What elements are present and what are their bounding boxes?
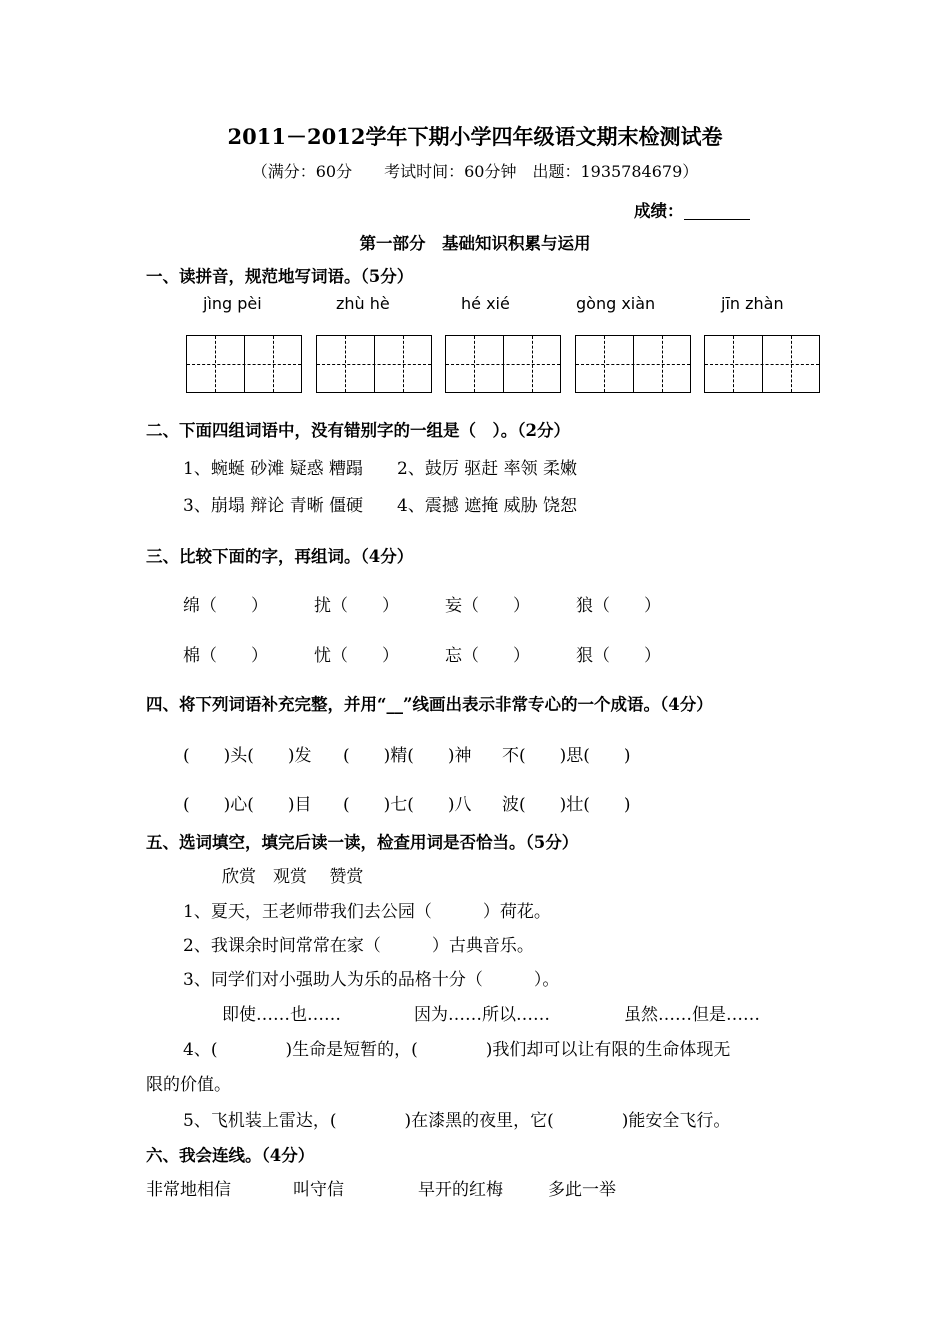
exam-title: 2011－2012学年下期小学四年级语文期末检测试卷	[227, 124, 723, 149]
q3-item: 忧（ ）	[314, 646, 399, 666]
q4-idiom: ( )精( )神	[343, 746, 472, 766]
q6-heading: 六、我会连线。（4分）	[146, 1146, 315, 1165]
q4-idiom: 不( )思( )	[502, 746, 631, 766]
pinyin-2: zhù hè	[336, 294, 390, 313]
score-field	[634, 203, 750, 220]
score-blank	[684, 203, 750, 220]
writing-grid-4[interactable]	[575, 335, 691, 393]
score-label: 成绩：	[634, 201, 684, 221]
q5-heading: 五、选词填空，填完后读一读，检查用词是否恰当。（5分）	[146, 833, 579, 852]
q2-options-line-2: 3、崩塌 辩论 青晰 僵硬 4、震撼 遮掩 威胁 饶恕	[183, 496, 578, 516]
pinyin-5: jīn zhàn	[721, 294, 784, 313]
writing-grid-2[interactable]	[316, 335, 432, 393]
exam-subtitle: （满分：60分 考试时间：60分钟 出题：1935784679）	[251, 162, 699, 181]
writing-grid-1[interactable]	[186, 335, 302, 393]
q5-word-bank-2-item: 虽然……但是……	[624, 1005, 760, 1025]
part-title: 第一部分 基础知识积累与运用	[359, 234, 591, 253]
pinyin-1: jìng pèi	[203, 294, 262, 313]
q5-sentence-1: 1、夏天，王老师带我们去公园（ ）荷花。	[183, 902, 551, 922]
q3-item: 绵（ ）	[183, 596, 268, 616]
q4-idiom: ( )头( )发	[183, 746, 312, 766]
q3-item: 妄（ ）	[445, 596, 530, 616]
q5-word-bank-2-item: 即使……也……	[222, 1005, 341, 1025]
q6-item[interactable]: 早开的红梅	[418, 1180, 503, 1200]
q3-heading: 三、比较下面的字，再组词。（4分）	[146, 547, 414, 566]
q4-heading: 四、将下列词语补充完整，并用“__”线画出表示非常专心的一个成语。（4分）	[146, 695, 713, 714]
q1-heading: 一、读拼音，规范地写词语。（5分）	[146, 267, 414, 286]
q6-item[interactable]: 多此一举	[548, 1180, 616, 1200]
q5-sentence-5: 5、飞机装上雷达，( )在漆黑的夜里，它( )能安全飞行。	[183, 1111, 731, 1131]
q2-options-line-1: 1、蜿蜒 砂滩 疑惑 糟蹋 2、鼓厉 驱赶 率领 柔嫩	[183, 459, 578, 479]
writing-grid-5[interactable]	[704, 335, 820, 393]
q5-sentence-4-cont: 限的价值。	[146, 1075, 231, 1095]
q5-sentence-2: 2、我课余时间常常在家（ ）古典音乐。	[183, 936, 534, 956]
q4-idiom: 波( )壮( )	[502, 795, 631, 815]
q3-item: 忘（ ）	[445, 646, 530, 666]
q5-sentence-4: 4、( )生命是短暂的，( )我们却可以让有限的生命体现无	[183, 1040, 731, 1060]
q3-item: 扰（ ）	[314, 596, 399, 616]
q5-word-bank-1: 欣赏 观赏 赞赏	[222, 867, 364, 887]
q5-word-bank-2-item: 因为……所以……	[414, 1005, 550, 1025]
pinyin-4: gòng xiàn	[576, 294, 656, 313]
q4-idiom: ( )七( )八	[343, 795, 472, 815]
q3-item: 狠（ ）	[576, 646, 661, 666]
q2-heading: 二、下面四组词语中，没有错别字的一组是（ ）。（2分）	[146, 421, 570, 440]
q3-item: 棉（ ）	[183, 646, 268, 666]
writing-grid-3[interactable]	[445, 335, 561, 393]
pinyin-3: hé xié	[461, 294, 510, 313]
q4-idiom: ( )心( )目	[183, 795, 312, 815]
q5-sentence-3: 3、同学们对小强助人为乐的品格十分（ ）。	[183, 970, 560, 990]
q3-item: 狼（ ）	[576, 596, 661, 616]
q6-item[interactable]: 非常地相信	[146, 1180, 231, 1200]
q6-item[interactable]: 叫守信	[293, 1180, 344, 1200]
